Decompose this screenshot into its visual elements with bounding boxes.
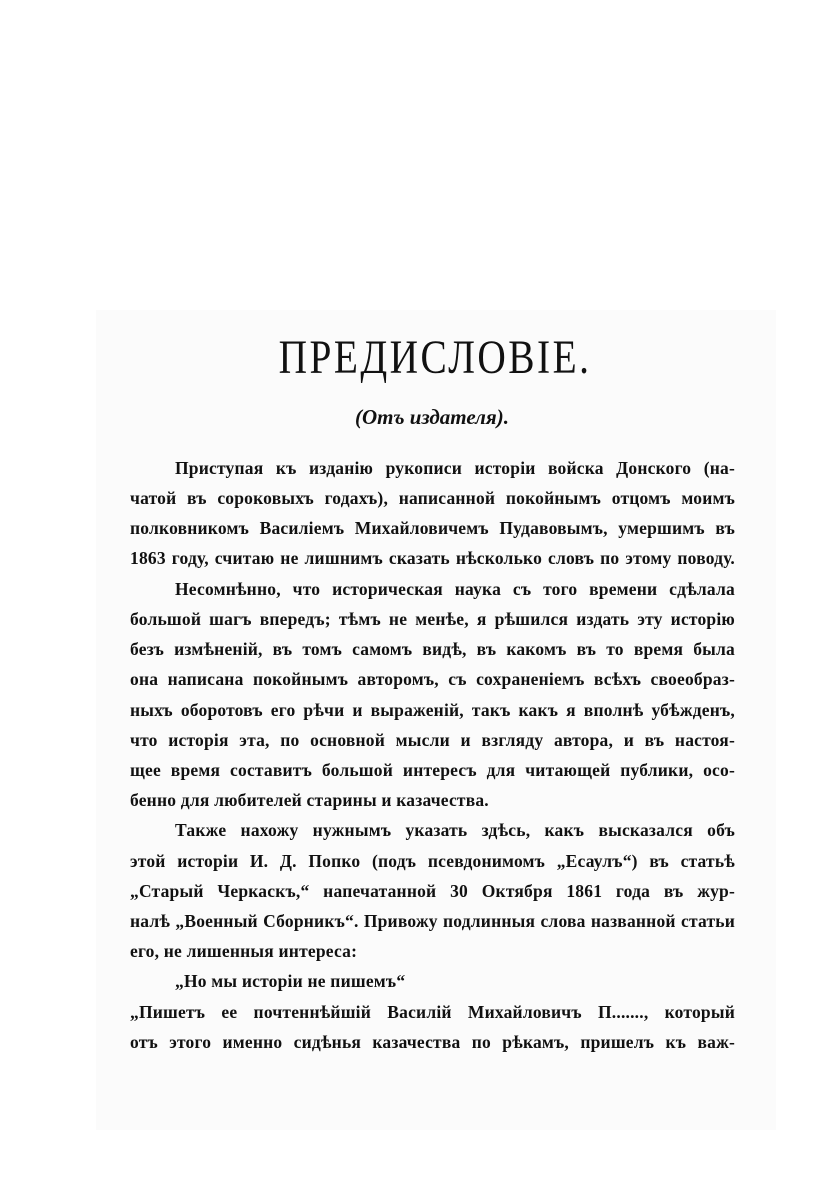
text-line: „Но мы исторіи не пишемъ“ [175,971,406,991]
text-line: ныхъ оборотовъ его рѣчи и выраженій, такъ какъ я вполнѣ убѣжденъ, [130,700,735,720]
text-line: безъ измѣненій, въ томъ самомъ видѣ, въ какомъ въ то время была [130,639,735,659]
text-line: этой исторіи И. Д. Попко (подъ псевдонимомъ „Есаулъ“) въ статьѣ [130,851,735,871]
text-line: Также нахожу нужнымъ указать здѣсь, какъ высказался объ [175,820,735,840]
text-line: полковникомъ Василіемъ Михайловичемъ Пудавовымъ, умершимъ въ [130,518,735,538]
text-line: она написана покойнымъ авторомъ, съ сохраненіемъ всѣхъ своеобраз- [130,669,735,689]
text-line: „Пишетъ ее почтеннѣйшій Василій Михайловичъ П......., который [130,1002,735,1022]
text-line: Приступая къ изданію рукописи исторіи войска Донского (на- [175,458,735,478]
text-line: 1863 году, считаю не лишнимъ сказать нѣсколько словъ по этому поводу. [130,548,735,568]
text-line: „Старый Черкаскъ,“ напечатанной 30 Октября 1861 года въ жур- [130,881,735,901]
text-line: Несомнѣнно, что историческая наука съ того времени сдѣлала [175,579,735,599]
text-line: большой шагъ впередъ; тѣмъ не менѣе, я рѣшился издать эту исторію [130,609,735,629]
page-subtitle: (Отъ издателя). [354,405,509,429]
text-line: что исторія эта, по основной мысли и взгляду автора, и въ настоя- [130,730,735,750]
text-line: щее время составитъ большой интересъ для читающей публики, осо- [130,760,735,780]
text-line: бенно для любителей старины и казачества. [130,790,489,810]
text-line: отъ этого именно сидѣнья казачества по рѣкамъ, пришелъ къ важ- [130,1032,735,1052]
text-line: его, не лишенныя интереса: [130,941,358,961]
text-line: чатой въ сороковыхъ годахъ), написанной покойнымъ отцомъ моимъ [130,488,735,508]
text-line: налѣ „Военный Сборникъ“. Привожу подлинныя слова названной статьи [130,911,735,931]
page-title: ПРЕДИСЛОВІЕ. [278,331,592,384]
